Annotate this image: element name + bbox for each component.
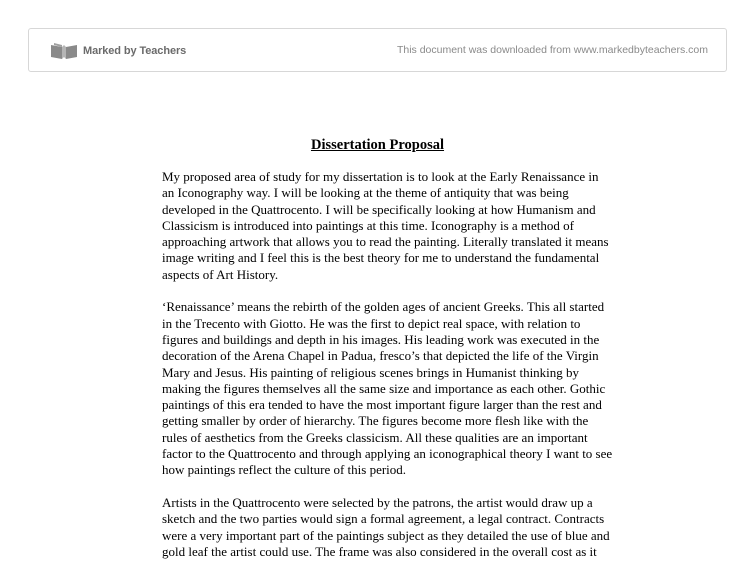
text-line: paintings of this era tended to have the most important figure larger than the rest and xyxy=(162,397,602,413)
text-line: ‘Renaissance’ means the rebirth of the golden ages of ancient Greeks. This all started xyxy=(162,299,605,315)
text-line: aspects of Art History. xyxy=(162,266,279,282)
document-title: Dissertation Proposal xyxy=(310,137,445,153)
watermark-header xyxy=(28,28,727,72)
text-line: developed in the Quattrocento. I will be specifically looking at how Humanism and xyxy=(162,201,596,217)
paragraph-3 xyxy=(162,495,622,560)
text-line: how paintings reflect the culture of this period. xyxy=(162,462,407,478)
document-body xyxy=(162,169,622,576)
book-logo-icon xyxy=(49,41,79,61)
text-line: Artists in the Quattrocento were selected by the patrons, the artist would draw up a xyxy=(162,494,593,510)
text-line: rules of aesthetics from the Greeks classicism. All these qualities are an important xyxy=(162,429,588,445)
text-line: factor to the Quattrocento and through applying an iconographical theory I want to see xyxy=(162,446,613,462)
paragraph-1 xyxy=(162,169,622,283)
text-line: in the Trecento with Giotto. He was the first to depict real space, with relation to xyxy=(162,315,581,331)
text-line: My proposed area of study for my dissertation is to look at the Early Renaissance in xyxy=(162,169,599,184)
download-notice: This document was downloaded from www.markedbyteachers.com xyxy=(396,44,708,56)
text-line: were a very important part of the paintings subject as they detailed the use of blue and xyxy=(162,527,610,543)
text-line: an Iconography way. I will be looking at the theme of antiquity that was being xyxy=(162,185,569,201)
text-line: figures and buildings and depth in his images. His leading work was executed in the xyxy=(162,331,600,347)
brand-logo[interactable] xyxy=(49,41,186,61)
text-line: getting smaller by order of hierarchy. The figures become more flesh like with the xyxy=(162,413,589,429)
brand-name: Marked by Teachers xyxy=(83,45,187,57)
text-line: decoration of the Arena Chapel in Padua, fresco’s that depicted the life of the Virgin xyxy=(162,348,599,364)
text-line: image writing and I feel this is the best theory for me to understand the fundamental xyxy=(162,250,600,266)
text-line: making the figures themselves all the same size and importance as each other. Gothic xyxy=(162,380,606,396)
text-line: Classicism is introduced into paintings at this time. Iconography is a method of xyxy=(162,217,574,233)
text-line: sketch and the two parties would sign a formal agreement, a legal contract. Contracts xyxy=(162,511,605,527)
text-line: approaching artwork that allows you to read the painting. Literally translated it means xyxy=(162,234,609,250)
text-line: gold leaf the artist could use. The frame was also considered in the overall cost as it xyxy=(162,543,597,559)
text-line: Mary and Jesus. His painting of religious scenes brings in Humanist thinking by xyxy=(162,364,580,380)
paragraph-2 xyxy=(162,299,622,478)
